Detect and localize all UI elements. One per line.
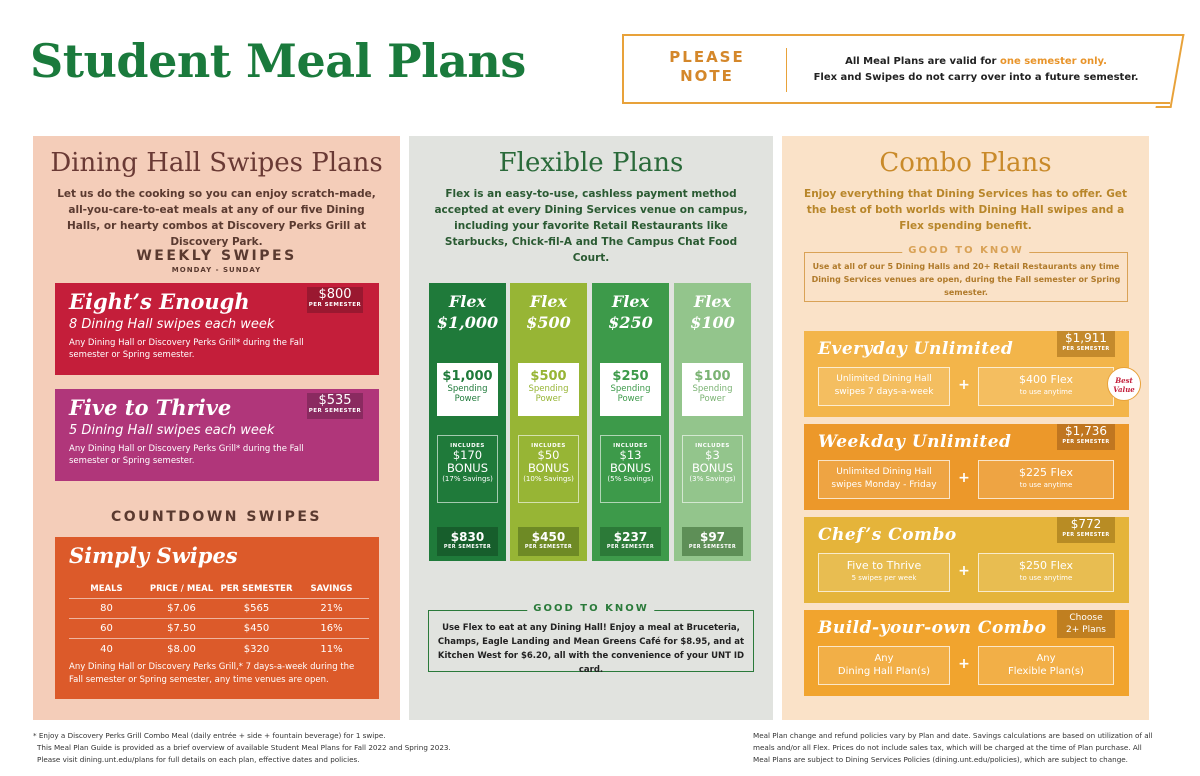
- flex-card-100[interactable]: [674, 283, 751, 561]
- plan-name: Five to Thrive: [69, 395, 232, 420]
- combo-card-build-your-own[interactable]: [804, 610, 1129, 696]
- flex-name: Flex: [448, 292, 487, 311]
- includes-label: INCLUDES: [450, 443, 485, 449]
- plan-card-five-to-thrive[interactable]: [55, 389, 379, 481]
- spending-power-box: [518, 363, 579, 416]
- price-tag: [1057, 331, 1115, 357]
- combo-plans-title: Combo Plans: [879, 148, 1052, 178]
- plan-description: Any Dining Hall or Discovery Perks Grill* during the Fall semester or Spring semester.: [69, 338, 304, 360]
- savings-label: (3% Savings): [689, 475, 736, 483]
- spending-power-value: $250: [612, 369, 649, 384]
- plan-name: Simply Swipes: [69, 543, 238, 568]
- combo-name: Everyday Unlimited: [818, 339, 1014, 359]
- combo-swipes-line1: Any: [874, 653, 894, 664]
- combo-name: Weekday Unlimited: [818, 432, 1012, 452]
- per-semester: PER SEMESTER: [606, 544, 655, 550]
- plan-name: Eight’s Enough: [69, 289, 250, 314]
- bonus-amount: $3: [705, 448, 720, 462]
- combo-swipes-box: [818, 367, 950, 406]
- note-label-line1: PLEASE: [669, 48, 745, 66]
- flex-card-title: [592, 291, 669, 333]
- good-to-know-label: GOOD TO KNOW: [527, 603, 654, 614]
- choose-label: Choose: [1069, 613, 1103, 623]
- spending-power-value: $1,000: [442, 369, 493, 384]
- flex-amount: $250: [608, 313, 653, 332]
- flexible-plans-title: Flexible Plans: [498, 148, 684, 178]
- plan-card-eights-enough[interactable]: [55, 283, 379, 375]
- flex-price-tag: [437, 527, 498, 556]
- price: $800: [318, 287, 352, 302]
- combo-flex-note: to use anytime: [1019, 388, 1073, 396]
- savings-label: (5% Savings): [607, 475, 654, 483]
- plans-count-label: 2+ Plans: [1066, 625, 1106, 635]
- plus-icon: +: [958, 470, 970, 486]
- per-semester: PER SEMESTER: [443, 544, 492, 550]
- price: $535: [318, 393, 352, 408]
- combo-flex-note: to use anytime: [1019, 574, 1073, 582]
- table-cell: $7.06: [167, 603, 196, 614]
- note-text: [796, 54, 1156, 86]
- bonus-box: [682, 435, 743, 503]
- combo-flex-line1: Any: [1036, 653, 1056, 664]
- savings-label: (17% Savings): [442, 475, 493, 483]
- page-title: Student Meal Plans: [30, 34, 526, 88]
- price: $97: [699, 530, 726, 544]
- choose-plans-tag: [1057, 610, 1115, 638]
- combo-flex-box: [978, 367, 1114, 406]
- savings-label: (10% Savings): [523, 475, 574, 483]
- combo-swipes-line1: Unlimited Dining Hall: [836, 467, 932, 477]
- bonus-label: BONUS: [609, 461, 652, 475]
- weekly-swipes-heading: WEEKLY SWIPES: [136, 248, 297, 264]
- note-divider: [786, 48, 787, 92]
- spending-power-box: [682, 363, 743, 416]
- bonus-label: BONUS: [527, 461, 570, 475]
- flex-price-tag: [682, 527, 743, 556]
- bonus-box: [437, 435, 498, 503]
- good-to-know-text: Use Flex to eat at any Dining Hall! Enjoy a meal at Bruceteria, Champs, Eagle Landing and Mean Greens Café for $8.95, and at Kitchen West for $6.20, all with the convenience of your UNT ID card.: [437, 623, 745, 675]
- plan-description: Any Dining Hall or Discovery Perks Grill* during the Fall semester or Spring semester.: [69, 444, 304, 466]
- footer-right: Meal Plan change and refund policies vary by Plan and date. Savings calculations are based on utilization of all meals and/or all Flex. Prices do not include sales tax, which will be charged at the time of Plan purchase. All Meal Plans are subject to Dining Services Policies (dining.unt.edu/policies), which are subject to change.: [753, 731, 1153, 764]
- includes-label: INCLUDES: [531, 443, 566, 449]
- flex-amount: $1,000: [436, 313, 499, 332]
- note-text-highlight: one semester only.: [999, 56, 1107, 67]
- flex-card-500[interactable]: [510, 283, 587, 561]
- flexible-plans-intro: Flex is an easy-to-use, cashless payment method accepted at every Dining Services venue on campus, including your favorite Retail Restaurants like Starbucks, Chick-fil-A and The Campus Chat Food Court.: [434, 188, 748, 264]
- table-cell: 60: [100, 623, 113, 634]
- flex-good-to-know-box: [428, 603, 754, 675]
- table-header: MEALS: [90, 583, 123, 594]
- combo-flex-amount: $400 Flex: [1019, 373, 1073, 386]
- good-to-know-text: Use at all of our 5 Dining Halls and 20+ Retail Restaurants any time Dining Services venues are open, during the Fall semester or Spring semester.: [811, 262, 1121, 297]
- table-cell: 21%: [320, 603, 343, 614]
- dining-hall-title: Dining Hall Swipes Plans: [50, 148, 383, 178]
- plus-icon: +: [958, 377, 970, 393]
- good-to-know-label: GOOD TO KNOW: [902, 245, 1029, 256]
- price-tag: [1057, 517, 1115, 543]
- per-semester: PER SEMESTER: [524, 544, 573, 550]
- combo-swipes-box: [818, 553, 950, 592]
- countdown-swipes-heading: COUNTDOWN SWIPES: [110, 509, 322, 525]
- table-cell: $8.00: [167, 643, 196, 655]
- plan-subtitle: 5 Dining Hall swipes each week: [69, 423, 275, 438]
- flex-card-title: [510, 291, 587, 333]
- footer-footnote: * Enjoy a Discovery Perks Grill Combo Meal (daily entrée + side + fountain beverage) for 1 swipe.: [33, 731, 386, 740]
- combo-swipes-line2: swipes Monday - Friday: [831, 480, 937, 490]
- per-semester: PER SEMESTER: [688, 544, 737, 550]
- table-cell: $320: [243, 643, 270, 655]
- weekly-swipes-subheading: MONDAY - SUNDAY: [171, 266, 262, 274]
- table-cell: 40: [100, 643, 113, 655]
- includes-label: INCLUDES: [613, 443, 648, 449]
- combo-swipes-box: [818, 646, 950, 685]
- flex-card-title: [429, 291, 506, 333]
- combo-swipes-line2: 5 swipes per week: [851, 574, 917, 582]
- flex-amount: $500: [526, 313, 571, 332]
- price: $1,911: [1065, 331, 1107, 345]
- per-semester: PER SEMESTER: [1062, 532, 1110, 538]
- table-header: PER SEMESTER: [220, 583, 293, 594]
- price: $772: [1070, 517, 1102, 531]
- note-label-line2: NOTE: [680, 67, 734, 85]
- combo-name: Build-your-own Combo: [818, 618, 1047, 638]
- includes-label: INCLUDES: [695, 443, 730, 449]
- combo-swipes-box: [818, 460, 950, 499]
- bonus-box: [600, 435, 661, 503]
- table-cell: $565: [243, 603, 270, 614]
- combo-swipes-line2: Dining Hall Plan(s): [837, 666, 931, 677]
- table-cell: $450: [243, 623, 270, 634]
- flex-price-tag: [600, 527, 661, 556]
- combo-plans-column: [782, 136, 1149, 720]
- combo-card-chefs-combo[interactable]: [804, 517, 1129, 603]
- flex-name: Flex: [529, 292, 568, 311]
- combo-name: Chef’s Combo: [818, 525, 957, 545]
- simply-swipes-footnote: Any Dining Hall or Discovery Perks Grill,* 7 days-a-week during the Fall semester or Spring semester, any time venues are open.: [69, 662, 355, 685]
- plus-icon: +: [958, 563, 970, 579]
- price: $1,736: [1065, 424, 1107, 438]
- table-header: SAVINGS: [310, 583, 353, 594]
- flex-name: Flex: [611, 292, 650, 311]
- combo-swipes-line2: swipes 7 days-a-week: [834, 387, 934, 397]
- price-tag: [307, 393, 363, 419]
- combo-card-everyday-unlimited[interactable]: [804, 331, 1135, 417]
- spending-power-value: $500: [530, 369, 567, 384]
- table-header: PRICE / MEAL: [149, 583, 214, 594]
- table-header-row: [69, 579, 369, 599]
- bonus-box: [518, 435, 579, 503]
- flex-amount: $100: [690, 313, 735, 332]
- combo-swipes-line1: Five to Thrive: [846, 559, 922, 572]
- table-cell: 11%: [320, 643, 343, 655]
- table-cell: 16%: [320, 623, 343, 634]
- table-row: [69, 599, 369, 619]
- best-value-line2: Value: [1113, 385, 1135, 394]
- flex-card-250[interactable]: [592, 283, 669, 561]
- note-text-a: All Meal Plans are valid for: [845, 56, 1000, 67]
- footer-overview: This Meal Plan Guide is provided as a brief overview of available Student Meal Plans for Fall 2022 and Spring 2023.: [37, 743, 451, 752]
- footer-left: [33, 730, 513, 766]
- plus-icon: +: [958, 656, 970, 672]
- combo-good-to-know-box: [804, 245, 1128, 302]
- bonus-label: BONUS: [446, 461, 489, 475]
- plan-card-simply-swipes[interactable]: [55, 537, 379, 699]
- combo-swipes-line1: Unlimited Dining Hall: [836, 374, 932, 384]
- per-semester: PER SEMESTER: [308, 302, 362, 308]
- spending-power-label: Spending Power: [528, 384, 569, 404]
- combo-flex-note: to use anytime: [1019, 481, 1073, 489]
- footer-visit: Please visit dining.unt.edu/plans for full details on each plan, effective dates and policies.: [37, 755, 360, 764]
- bonus-amount: $170: [452, 448, 483, 462]
- dining-hall-intro: Let us do the cooking so you can enjoy scratch-made, all-you-care-to-eat meals at any of our five Dining Halls, or hearty combos at Discovery Perks Grill at Discovery Park.: [57, 188, 376, 248]
- combo-plans-intro: Enjoy everything that Dining Services has to offer. Get the best of both worlds with Dining Hall swipes and a Flex spending benefit.: [804, 188, 1127, 232]
- table-row: [69, 619, 369, 639]
- price-tag: [1057, 424, 1115, 450]
- note-text-b: Flex and Swipes do not carry over into a future semester.: [813, 72, 1139, 83]
- bonus-amount: $13: [619, 448, 642, 462]
- price: $830: [450, 530, 485, 544]
- combo-card-weekday-unlimited[interactable]: [804, 424, 1129, 510]
- combo-flex-amount: $225 Flex: [1019, 466, 1073, 479]
- per-semester: PER SEMESTER: [308, 408, 362, 414]
- table-row: [69, 639, 369, 659]
- combo-flex-amount: $250 Flex: [1019, 559, 1073, 572]
- spending-power-box: [600, 363, 661, 416]
- combo-flex-box: [978, 646, 1114, 685]
- price: $450: [531, 530, 566, 544]
- combo-flex-line2: Flexible Plan(s): [1008, 666, 1084, 677]
- spending-power-value: $100: [694, 369, 731, 384]
- price-tag: [307, 287, 363, 313]
- bonus-amount: $50: [537, 448, 560, 462]
- table-cell: $7.50: [167, 623, 196, 634]
- plan-subtitle: 8 Dining Hall swipes each week: [69, 317, 275, 332]
- flex-price-tag: [518, 527, 579, 556]
- best-value-line1: Best: [1115, 376, 1133, 385]
- combo-flex-box: [978, 460, 1114, 499]
- per-semester: PER SEMESTER: [1062, 346, 1110, 352]
- spending-power-label: Spending Power: [610, 384, 651, 404]
- bonus-label: BONUS: [691, 461, 734, 475]
- flex-card-1000[interactable]: [429, 283, 506, 561]
- table-cell: 80: [100, 603, 113, 614]
- price: $237: [613, 530, 648, 544]
- spending-power-label: Spending Power: [692, 384, 733, 404]
- spending-power-box: [437, 363, 498, 416]
- spending-power-label: Spending Power: [447, 384, 488, 404]
- simply-swipes-table: [69, 579, 369, 659]
- please-note-box: [622, 34, 1170, 104]
- please-note-label: [632, 48, 782, 86]
- flex-card-title: [674, 291, 751, 333]
- best-value-badge: [1107, 367, 1141, 401]
- combo-flex-box: [978, 553, 1114, 592]
- flexible-plans-column: [409, 136, 773, 720]
- dining-hall-column: [33, 136, 400, 720]
- per-semester: PER SEMESTER: [1062, 439, 1110, 445]
- flex-name: Flex: [693, 292, 732, 311]
